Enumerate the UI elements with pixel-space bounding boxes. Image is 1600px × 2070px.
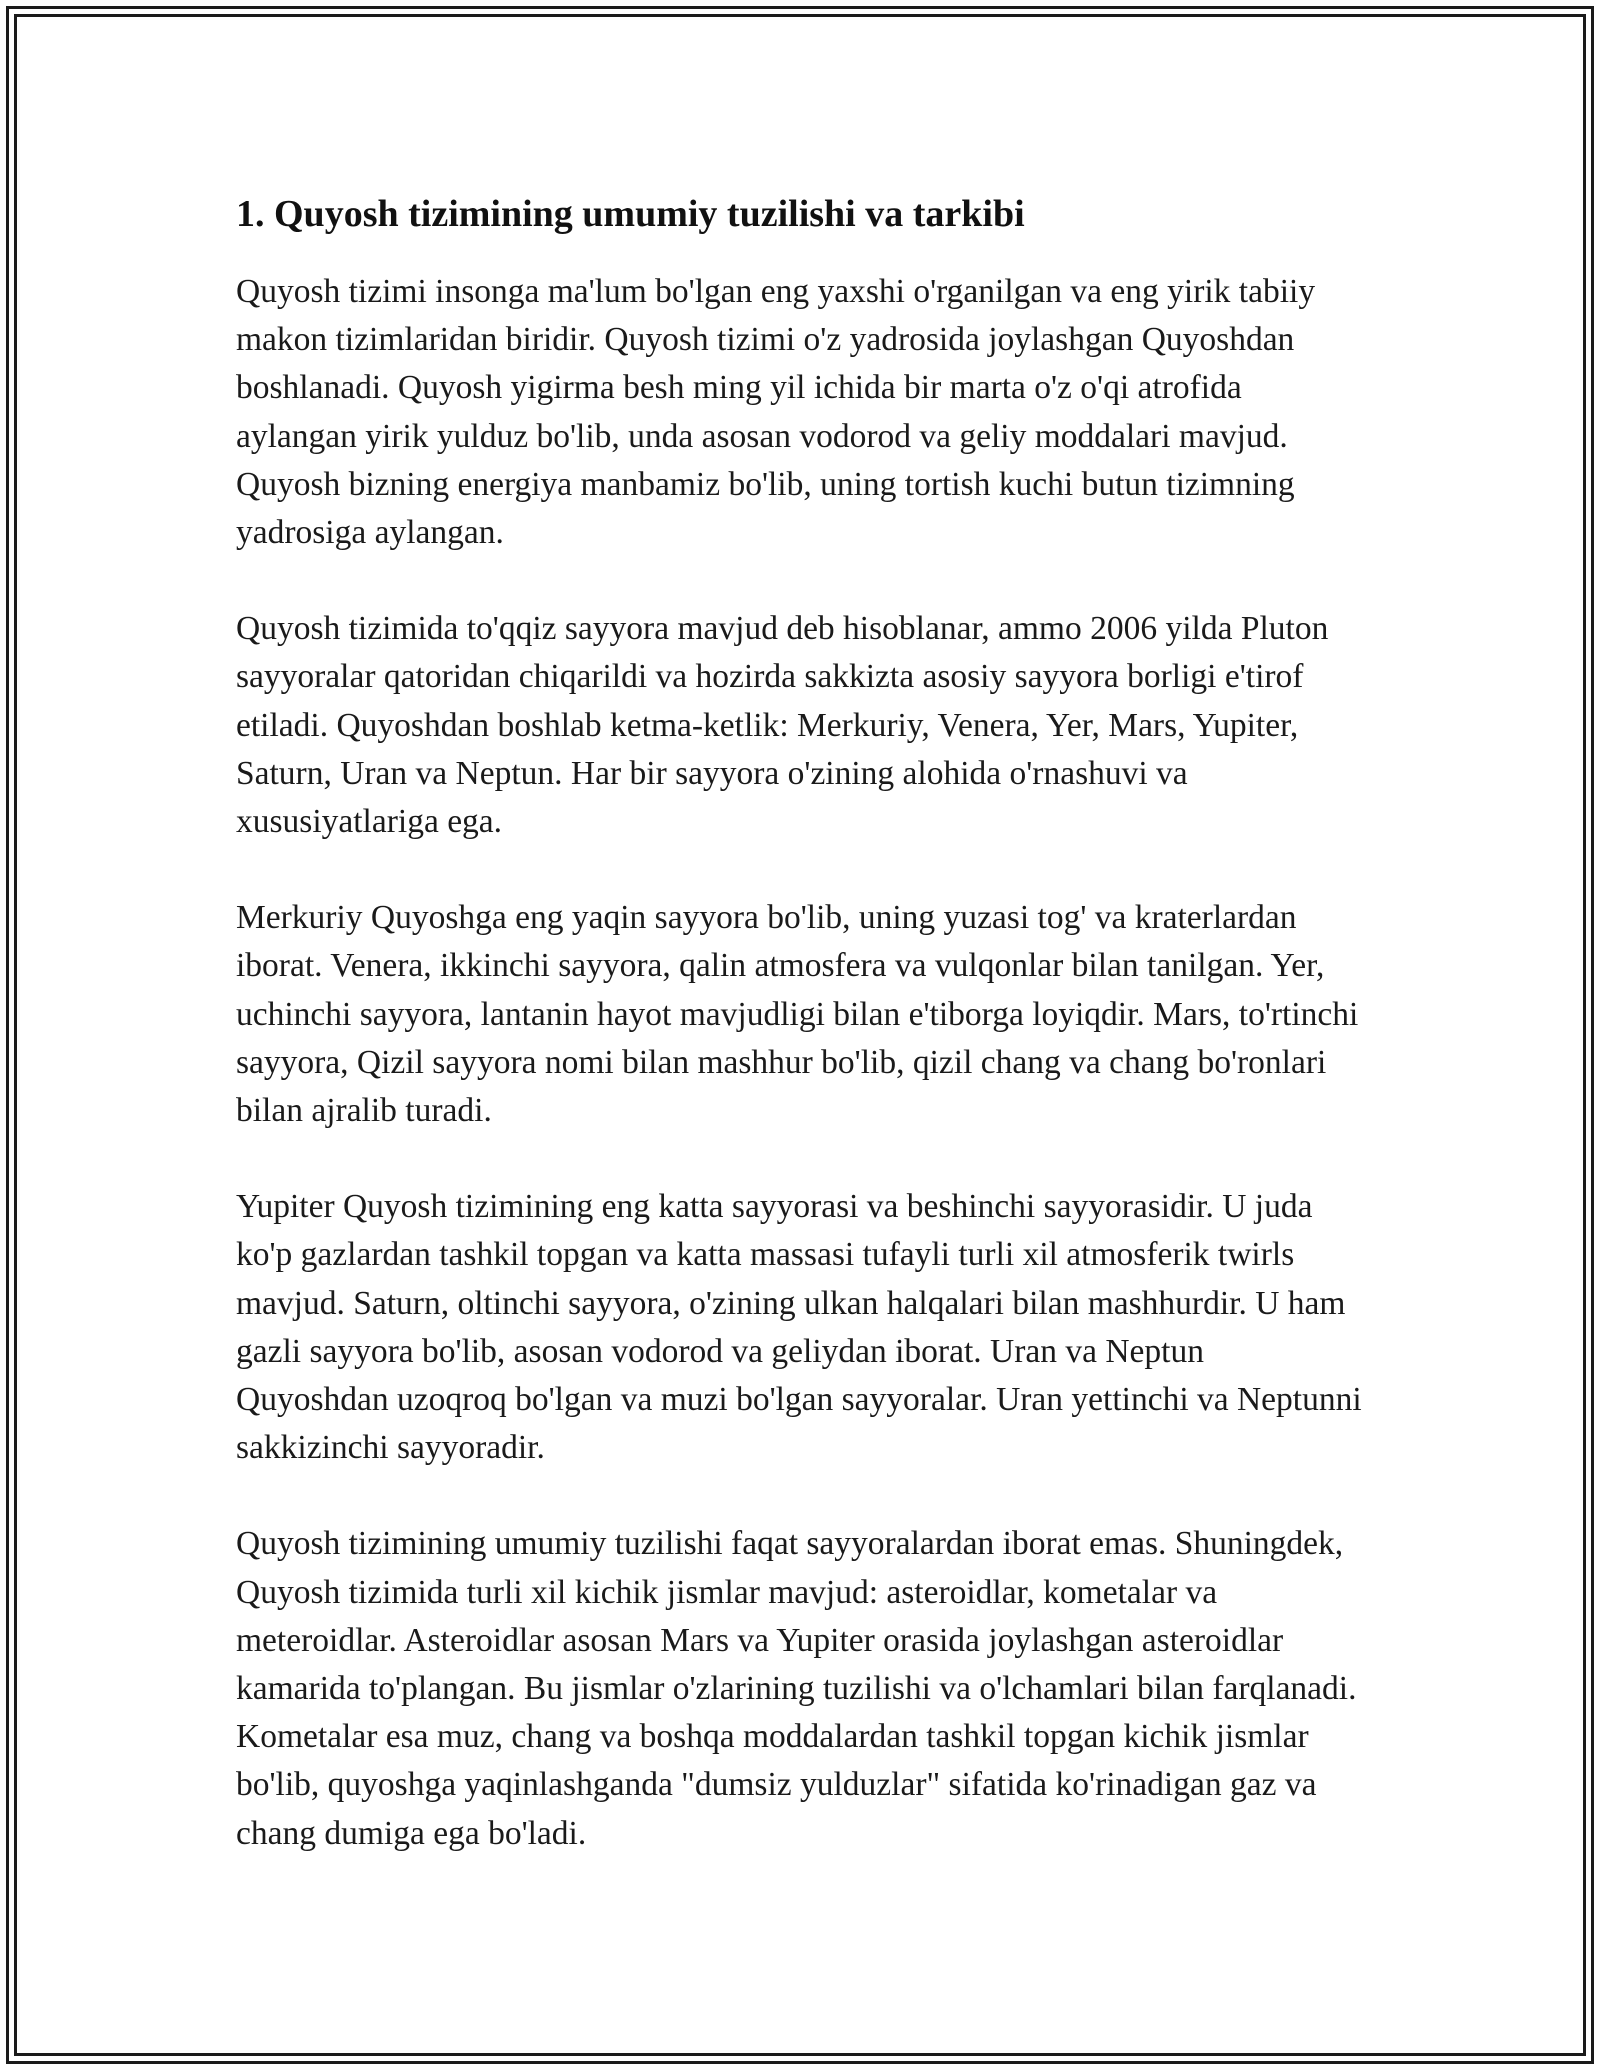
paragraph-5: Quyosh tizimining umumiy tuzilishi faqat sayyoralardan iborat emas. Shuningdek, Quyosh tizimida turli xil kichik jismlar mavjud: asteroidlar, kometalar va meteroidlar. Asteroidlar asosan Mars va Yupiter orasida joylashgan asteroidlar kamarida to'plangan. Bu jismlar o'zlarining tuzilishi va o'lchamlari bilan farqlanadi. Kometalar esa muz, chang va boshqa moddalardan tashkil topgan kichik jismlar bo'lib, quyoshga yaqinlashganda "dumsiz yulduzlar" sifatida ko'rinadigan gaz va chang dumiga ega bo'ladi. — [236, 1525, 1357, 1852]
paragraph-2: Quyosh tizimida to'qqiz sayyora mavjud deb hisoblanar, ammo 2006 yilda Pluton sayyoralar qatoridan chiqarildi va hozirda sakkizta asosiy sayyora borligi e'tirof etiladi. Quyoshdan boshlab ketma-ketlik: Merkuriy, Venera, Yer, Mars, Yupiter, Saturn, Uran va Neptun. Har bir sayyora o'zining alohida o'rnashuvi va xususiyatlariga ega. — [236, 610, 1329, 841]
section-title: 1. Quyosh tizimining umumiy tuzilishi va tarkibi — [236, 193, 1025, 235]
paragraph-3: Merkuriy Quyoshga eng yaqin sayyora bo'lib, uning yuzasi tog' va kraterlardan iborat. Venera, ikkinchi sayyora, qalin atmosfera va vulqonlar bilan tanilgan. Yer, uchinchi sayyora, lantanin hayot mavjudligi bilan e'tiborga loyiqdir. Mars, to'rtinchi sayyora, Qizil sayyora nomi bilan mashhur bo'lib, qizil chang va chang bo'ronlari bilan ajralib turadi. — [236, 899, 1359, 1130]
paragraph-1: Quyosh tizimi insonga ma'lum bo'lgan eng yaxshi o'rganilgan va eng yirik tabiiy makon tizimlaridan biridir. Quyosh tizimi o'z yadrosida joylashgan Quyoshdan boshlanadi. Quyosh yigirma besh ming yil ichida bir marta o'z o'qi atrofida aylangan yirik yulduz bo'lib, unda asosan vodorod va geliy moddalari mavjud. Quyosh bizning energiya manbamiz bo'lib, uning tortish kuchi butun tizimning yadrosiga aylangan. — [236, 273, 1316, 552]
document-body — [236, 188, 1364, 1858]
paragraph-4: Yupiter Quyosh tizimining eng katta sayyorasi va beshinchi sayyorasidir. U juda ko'p gazlardan tashkil topgan va katta massasi tufayli turli xil atmosferik twirls mavjud. Saturn, oltinchi sayyora, o'zining ulkan halqalari bilan mashhurdir. U ham gazli sayyora bo'lib, asosan vodorod va geliydan iborat. Uran va Neptun Quyoshdan uzoqroq bo'lgan va muzi bo'lgan sayyoralar. Uran yettinchi va Neptunni sakkizinchi sayyoradir. — [236, 1188, 1362, 1467]
